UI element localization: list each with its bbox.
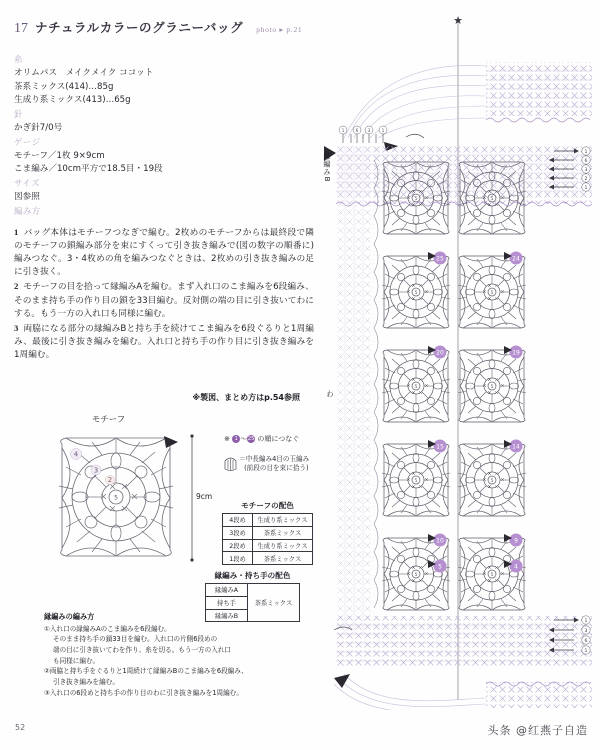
svg-text:4: 4	[73, 450, 79, 459]
motif-cell	[458, 538, 526, 610]
svg-text:1: 1	[584, 149, 588, 155]
motif-row	[382, 256, 526, 328]
edging-marker-3: ③	[44, 688, 50, 697]
edging-text-1-0: 入れ口の縁編みAのこま編みを6段編む。	[49, 624, 171, 633]
motif-color-3: 茶系ミックス	[253, 526, 313, 539]
start-arrow	[164, 436, 178, 448]
table-row	[223, 552, 313, 565]
svg-text:20: 20	[436, 349, 444, 357]
edging-marker-1: ①	[44, 624, 50, 633]
svg-text:1: 1	[341, 128, 345, 133]
edging-item-2	[44, 666, 304, 677]
badge-icon-1: 1	[232, 435, 240, 443]
motif-round-1: 1段め	[223, 552, 253, 565]
step-number-1: 1	[14, 226, 19, 237]
badge-icon-25: 25	[247, 436, 255, 442]
edging-text-1-1: そのまま持ち手の鎖33目を編む。入れ口の片側6段めの	[53, 635, 218, 644]
svg-text:3: 3	[93, 466, 99, 475]
howto-step-3	[14, 322, 314, 363]
spec-heading-hook: 針	[14, 109, 23, 120]
edge-row-a: 縁編みA	[206, 584, 248, 597]
edging-b-left-mesh	[336, 146, 374, 636]
svg-text:5: 5	[114, 494, 118, 502]
symbol-key-connect-text: の順につなぐ	[257, 435, 300, 443]
edging-text-2-0: 両脇と持ち手をぐるりと1周続けて縁編みBのこま編みを6段編み、	[49, 667, 248, 676]
edging-item-3	[44, 688, 304, 699]
bobble-note-line1: ＝中長編み4目の玉編み	[239, 455, 310, 463]
edging-item-1	[44, 624, 304, 635]
left-column	[14, 18, 314, 364]
bottom-direction-arrow	[334, 674, 350, 688]
edging-b-label: 縁編みB	[323, 152, 332, 183]
motif-row	[382, 350, 526, 422]
svg-text:2: 2	[107, 476, 113, 485]
svg-text:19: 19	[512, 349, 520, 357]
step-number-3: 3	[14, 323, 19, 334]
pattern-number: 17	[14, 21, 28, 36]
motif-badge	[510, 346, 523, 359]
spec-heading-yarn: 糸	[14, 54, 23, 64]
spec-gauge-motif: モチーフ／1枚 9×9cm	[14, 150, 105, 161]
svg-text:5: 5	[438, 563, 442, 571]
motif-badge	[434, 560, 447, 573]
page-number: 52	[15, 723, 26, 732]
table-row	[223, 514, 313, 527]
motif-cell	[458, 350, 526, 422]
edging-marker-2: ②	[44, 667, 50, 676]
watermark: 头条 @红燕子自造	[487, 724, 588, 737]
table-row	[223, 539, 313, 552]
materials-spec-list	[14, 53, 314, 219]
spec-size-value: 図参照	[14, 191, 40, 202]
table-row	[223, 526, 313, 539]
motif-badge	[510, 534, 523, 547]
motif-row	[382, 444, 526, 516]
star-marker: ★	[453, 15, 463, 27]
motif-cell	[382, 350, 450, 422]
edge-row-handle: 持ち手	[206, 596, 248, 609]
edging-text-2-1: 引き抜き編みを編む。	[53, 678, 119, 687]
edging-howto-title: 縁編みの編み方	[44, 612, 95, 621]
motif-badge	[434, 534, 447, 547]
motif-badge	[434, 440, 447, 453]
bottom-handle-curves	[334, 674, 486, 710]
table-row	[206, 584, 300, 597]
motif-badge	[510, 560, 523, 573]
motif-badge	[434, 252, 447, 265]
motif-color-table	[222, 513, 313, 565]
edging-howto	[44, 611, 304, 698]
svg-text:14: 14	[512, 443, 520, 451]
edging-text-1-3: も同様に編む。	[53, 656, 100, 665]
spec-heading-howto: 編み方	[14, 205, 41, 216]
svg-text:4: 4	[514, 563, 518, 571]
edging-text-1-2: 端の目に引き抜いてわを作り、糸を切る。もう一方の入れ口	[53, 646, 232, 654]
spec-gauge-sc: こま編み／10cm平方で18.5目・19段	[14, 164, 163, 175]
motif-color-table-wrap	[222, 500, 313, 565]
howto-instructions	[14, 226, 314, 363]
spec-heading-size: サイズ	[14, 178, 40, 189]
step-number-2: 2	[14, 281, 19, 292]
motif-cell	[458, 444, 526, 516]
motif-round-2: 2段め	[223, 539, 253, 552]
motif-dimension-label: 9cm	[196, 492, 213, 501]
spec-yarn-natural: 生成り系ミックス(413)…65g	[14, 95, 131, 106]
symbol-key-bobble	[224, 455, 309, 472]
svg-text:1: 1	[584, 185, 588, 191]
bag-chart-diagram: 5 ★ 1 6 3 1 25 24 20 19 15 14 10 9 5 4 1 6 3 2 1 1 3 6 1	[318, 10, 596, 710]
motif-round-4: 4段め	[223, 514, 253, 527]
motif-row	[382, 538, 526, 610]
motif-grid	[382, 162, 526, 610]
svg-text:1: 1	[584, 648, 588, 654]
wa-label: わ	[326, 390, 335, 399]
step-text-3: 両脇になる部分の縁編みBと持ち手を続けてこま編みを6段ぐるりと1周編み、最後に引き抜き編みを編む。入れ口と持ち手の作り目に引き抜き編みを1周編む。	[14, 324, 314, 361]
handle-curve-lines	[341, 65, 486, 138]
howto-step-1	[14, 226, 314, 280]
motif-badge	[510, 252, 523, 265]
svg-text:6: 6	[355, 128, 359, 133]
edging-a-top-mesh	[336, 146, 592, 204]
motif-round-3: 3段め	[223, 526, 253, 539]
svg-text:2: 2	[584, 176, 588, 182]
step-text-1: バッグ本体はモチーフつなぎで編む。2枚めのモチーフからは最終段で隣のモチーフの鎖編み部分を束にすくって引き抜き編みで(図の数字の順番に)編みつなぐ。3・4枚めの角を編みつなぐときは、2枚めの引き抜き編みの足に引き抜く。	[14, 227, 314, 278]
motif-badge	[434, 346, 447, 359]
asterisk-icon: ※	[224, 435, 230, 443]
motif-color-2: 生成り系ミックス	[253, 539, 313, 552]
step-text-2: モチーフの目を拾って縁編みAを編む。まず入れ口のこま編みを6段編み、そのまま持ち手の作り目の鎖を33目編む。反対側の端の目に引き抜いてわにする。もう一方の入れ口も同様に編む。	[14, 282, 314, 319]
svg-text:25: 25	[436, 255, 444, 263]
svg-text:1: 1	[584, 618, 588, 624]
loop-arrow	[406, 134, 424, 138]
bobble-stitch-icon	[224, 456, 237, 471]
page-title	[14, 18, 314, 37]
edge-color-table-title: 縁編み・持ち手の配色	[214, 571, 291, 580]
motif-diagram	[52, 434, 180, 560]
symbol-key-connect: ※ 1 ～25 の順につなぐ	[224, 435, 300, 443]
spec-hook-size: かぎ針7/0号	[14, 122, 63, 133]
top-chain-row	[486, 118, 590, 122]
motif-color-4: 生成り系ミックス	[253, 514, 313, 527]
svg-text:15: 15	[436, 443, 444, 451]
svg-text:1: 1	[381, 128, 385, 133]
svg-text:6: 6	[584, 638, 588, 644]
motif-cell	[458, 256, 526, 328]
motif-color-table-title: モチーフの配色	[241, 501, 294, 510]
motif-diagram-label: モチーフ	[92, 414, 126, 424]
svg-text:3: 3	[584, 628, 588, 634]
svg-text:3: 3	[367, 128, 371, 133]
svg-text:10: 10	[436, 537, 444, 545]
pattern-title: ナチュラルカラーのグラニーバッグ	[35, 20, 244, 35]
svg-text:24: 24	[512, 255, 520, 263]
motif-cell	[382, 256, 450, 328]
schematic-note: ※製図、まとめ方はp.54参照	[192, 393, 300, 402]
spec-yarn-brown: 茶系ミックス(414)…85g	[14, 81, 114, 92]
howto-step-2	[14, 280, 314, 321]
svg-text:6: 6	[584, 158, 588, 164]
svg-text:3: 3	[584, 167, 588, 173]
edging-b-scallop	[374, 160, 378, 608]
motif-cell	[382, 444, 450, 516]
edge-color-value: 茶系ミックス	[248, 584, 300, 622]
spec-yarn-brand: オリムパス メイクメイク ココット	[14, 67, 154, 78]
spec-heading-gauge: ゲージ	[14, 136, 41, 147]
motif-cell	[382, 538, 450, 610]
bobble-note-line2: (前段の目を束に拾う)	[244, 463, 309, 472]
photo-reference: photo ▸ p.21	[256, 25, 303, 34]
motif-color-1: 茶系ミックス	[253, 552, 313, 565]
motif-badge	[510, 440, 523, 453]
svg-text:9: 9	[514, 537, 518, 545]
edge-row-b: 縁編みB	[206, 609, 248, 622]
edging-text-3-0: 入れ口の6段めと持ち手の作り目のわに引き抜き編みを1周編む。	[49, 688, 243, 697]
motif-number-badges	[434, 252, 523, 573]
